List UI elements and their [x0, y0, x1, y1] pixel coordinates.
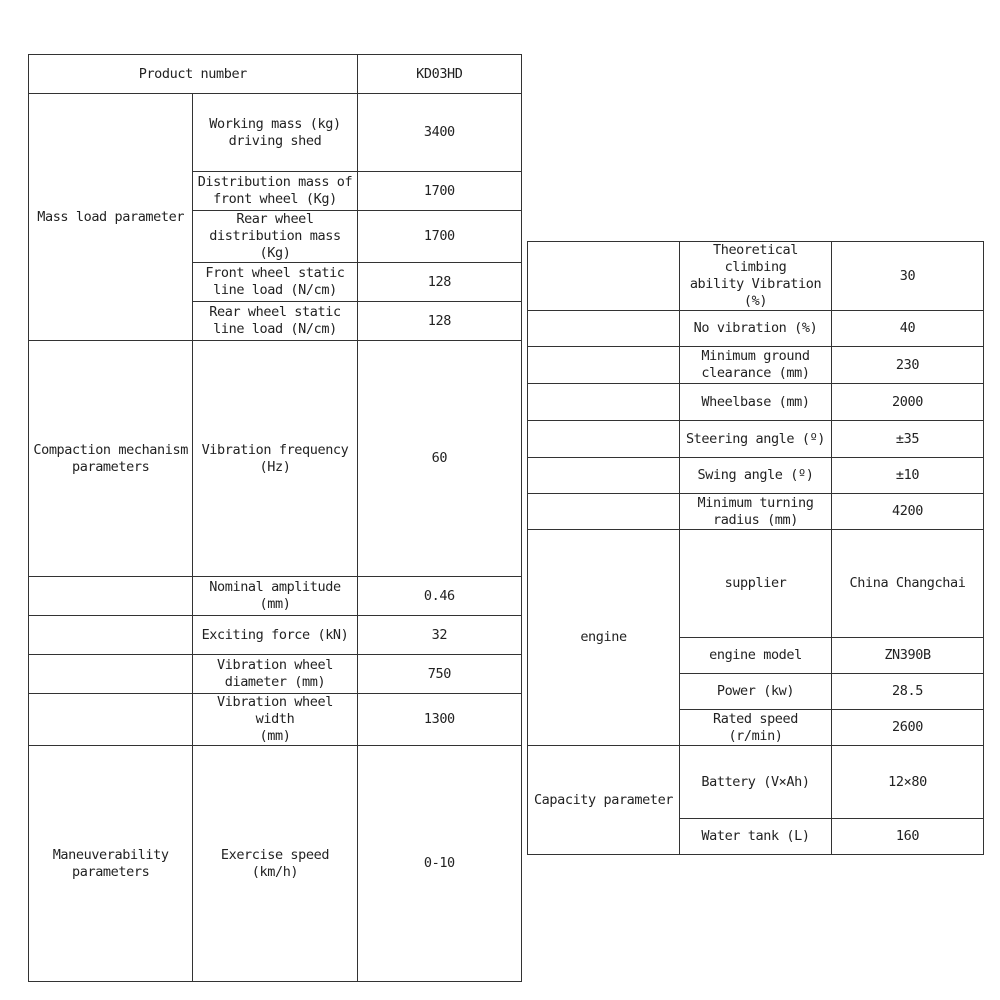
param-cell: Vibration wheel diameter (mm): [193, 655, 357, 694]
param-cell: Nominal amplitude (mm): [193, 577, 357, 616]
table-row: [528, 494, 984, 530]
compaction-group-label: Compaction mechanism parameters: [29, 341, 193, 577]
table-row: [29, 616, 522, 655]
value-cell: 0.46: [357, 577, 521, 616]
value-cell: ±35: [832, 421, 984, 458]
value-cell: 4200: [832, 494, 984, 530]
param-cell: Rear wheel distribution mass (Kg): [193, 211, 357, 263]
value-cell: 128: [357, 302, 521, 341]
value-cell: 750: [357, 655, 521, 694]
param-cell: Minimum ground clearance (mm): [680, 347, 832, 384]
capacity-group-label: Capacity parameter: [528, 746, 680, 855]
table-row: [528, 384, 984, 421]
value-cell: 30: [832, 242, 984, 311]
table-row: [29, 577, 522, 616]
table-row: [528, 458, 984, 494]
value-cell: 3400: [357, 94, 521, 172]
table-row: [528, 242, 984, 311]
param-cell: Power (kw): [680, 674, 832, 710]
table-row: [528, 311, 984, 347]
param-cell: Swing angle (º): [680, 458, 832, 494]
empty-cell: [528, 494, 680, 530]
empty-cell: [528, 421, 680, 458]
product-model-value: KD03HD: [357, 55, 521, 94]
value-cell: China Changchai: [832, 530, 984, 638]
param-cell: Distribution mass of front wheel (Kg): [193, 172, 357, 211]
param-cell: Battery (V×Ah): [680, 746, 832, 819]
empty-cell: [528, 311, 680, 347]
empty-cell: [528, 384, 680, 421]
value-cell: 28.5: [832, 674, 984, 710]
table-row: [528, 421, 984, 458]
param-cell: Rated speed (r/min): [680, 710, 832, 746]
value-cell: 2600: [832, 710, 984, 746]
table-row: [29, 655, 522, 694]
param-cell: Rear wheel static line load (N/cm): [193, 302, 357, 341]
table-row: [29, 746, 522, 982]
value-cell: 1300: [357, 694, 521, 746]
param-cell: Front wheel static line load (N/cm): [193, 263, 357, 302]
value-cell: ZN390B: [832, 638, 984, 674]
param-cell: No vibration (%): [680, 311, 832, 347]
param-cell: supplier: [680, 530, 832, 638]
empty-cell: [528, 242, 680, 311]
param-cell: Minimum turning radius (mm): [680, 494, 832, 530]
value-cell: 128: [357, 263, 521, 302]
table-row: [29, 94, 522, 172]
param-cell: Wheelbase (mm): [680, 384, 832, 421]
value-cell: ±10: [832, 458, 984, 494]
value-cell: 40: [832, 311, 984, 347]
value-cell: 0-10: [357, 746, 521, 982]
spec-table-right: [527, 241, 984, 855]
table-row: [528, 530, 984, 638]
engine-group-label: engine: [528, 530, 680, 746]
table-row: [29, 694, 522, 746]
empty-cell: [29, 694, 193, 746]
empty-cell: [29, 616, 193, 655]
table-row: [528, 347, 984, 384]
value-cell: 2000: [832, 384, 984, 421]
table-row: [29, 341, 522, 577]
value-cell: 12×80: [832, 746, 984, 819]
spec-table-left: [28, 54, 522, 982]
empty-cell: [29, 577, 193, 616]
param-cell: Working mass (kg) driving shed: [193, 94, 357, 172]
value-cell: 230: [832, 347, 984, 384]
value-cell: 32: [357, 616, 521, 655]
param-cell: Exercise speed (km/h): [193, 746, 357, 982]
table-row: [528, 746, 984, 819]
value-cell: 160: [832, 819, 984, 855]
param-cell: Exciting force (kN): [193, 616, 357, 655]
param-cell: Vibration wheel width (mm): [193, 694, 357, 746]
maneuverability-group-label: Maneuverability parameters: [29, 746, 193, 982]
value-cell: 1700: [357, 172, 521, 211]
value-cell: 60: [357, 341, 521, 577]
param-cell: engine model: [680, 638, 832, 674]
mass-load-group-label: Mass load parameter: [29, 94, 193, 341]
param-cell: Water tank (L): [680, 819, 832, 855]
value-cell: 1700: [357, 211, 521, 263]
product-number-label: Product number: [29, 55, 358, 94]
table-row: [29, 55, 522, 94]
empty-cell: [528, 458, 680, 494]
param-cell: Theoretical climbing ability Vibration (%): [680, 242, 832, 311]
param-cell: Vibration frequency (Hz): [193, 341, 357, 577]
param-cell: Steering angle (º): [680, 421, 832, 458]
empty-cell: [29, 655, 193, 694]
empty-cell: [528, 347, 680, 384]
